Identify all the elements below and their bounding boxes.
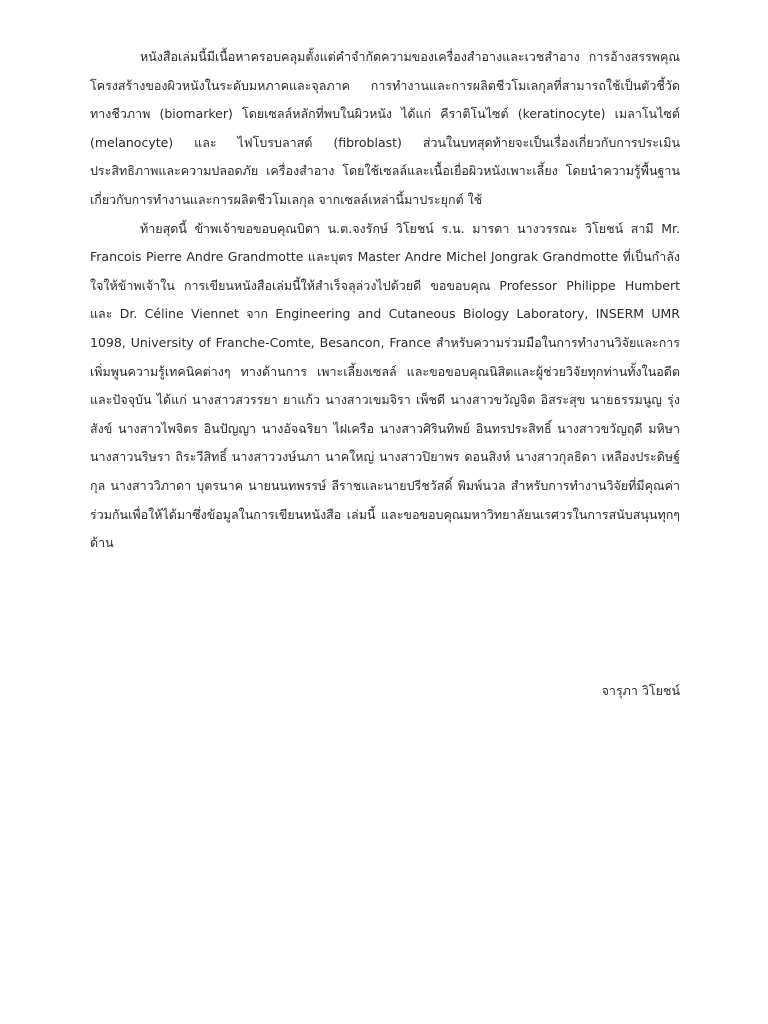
paragraph-book-content: หนังสือเล่มนี้มีเนื้อหาครอบคลุมตั้งแต่คำจำกัดความของเครื่องสำอางและเวชสำอาง การอ้างสรรพคุณ โครงสร้างของผิวหนังในระดับมหภาคและจุลภาค การทำงานและการผลิตชีวโมเลกุลที่สามารถใช้เป็นตัวชี้วัดทางชีวภาพ (biomarker) โดยเซลล์หลักที่พบในผิวหนัง ได้แก่ คีราติโนไซต์ (keratinocyte) เมลาโนไซต์ (melanocyte) และ ไฟโบรบลาสต์ (fibroblast) ส่วนในบทสุดท้ายจะเป็นเรื่องเกี่ยวกับการประเมินประสิทธิภาพและความปลอดภัย เครื่องสำอาง โดยใช้เซลล์และเนื้อเยื่อผิวหนังเพาะเลี้ยง โดยนำความรู้พื้นฐานเกี่ยวกับการทำงานและการผลิตชีวโมเลกุล จากเซลล์เหล่านี้มาประยุกต์ ใช้ [90,49,680,207]
document-body [90,43,680,558]
author-signature: จารุภา วิโยชน์ [601,683,680,698]
paragraph-acknowledgements: ท้ายสุดนี้ ข้าพเจ้าขอขอบคุณบิดา น.ต.จงรักษ์ วิโยชน์ ร.น. มารดา นางวรรณะ วิโยชน์ สามี Mr. Francois Pierre Andre Grandmotte และบุตร Master Andre Michel Jongrak Grandmotte ที่เป็นกำลังใจให้ข้าพเจ้าใน การเขียนหนังสือเล่มนี้ให้สำเร็จลุล่วงไปด้วยดี ขอขอบคุณ Professor Philippe Humbert และ Dr. Céline Viennet จาก Engineering and Cutaneous Biology Laboratory, INSERM UMR 1098, University of Franche-Comte, Besancon, France สำหรับความร่วมมือในการทำงานวิจัยและการเพิ่มพูนความรู้เทคนิคต่างๆ ทางด้านการ เพาะเลี้ยงเซลล์ และขอขอบคุณนิสิตและผู้ช่วยวิจัยทุกท่านทั้งในอดีตและปัจจุบัน ได้แก่ นางสาวสวรรยา ยาแก้ว นางสาวเขมจิรา เพ็ชดี นางสาวขวัญจิต อิสระสุข นายธรรมนูญ รุ่งสังข์ นางสาวไพจิตร อินปัญญา นางอัจฉริยา ไฝเครือ นางสาวศิรินทิพย์ อินทรประสิทธิ์ นางสาวขวัญฤดี มหิษา นางสาวนริษรา ถิระวีสิทธิ์ นางสาววงษ์นภา นาคใหญ่ นางสาวปิยาพร ดอนสิงห์ นางสาวกุลธิดา เหลืองประดิษฐ์กุล นางสาววิภาดา บุตรนาค นายนนทพรรษ์ ลีราชและนายปรีชวัสดิ์ พิมพ์นวล สำหรับการทำงานวิจัยที่มีคุณค่าร่วมกันเพื่อให้ได้มาซึ่งข้อมูลในการเขียนหนังสือ เล่มนี้ และขอขอบคุณมหาวิทยาลัยนเรศวรในการสนับสนุนทุกๆ ด้าน [90,220,680,551]
